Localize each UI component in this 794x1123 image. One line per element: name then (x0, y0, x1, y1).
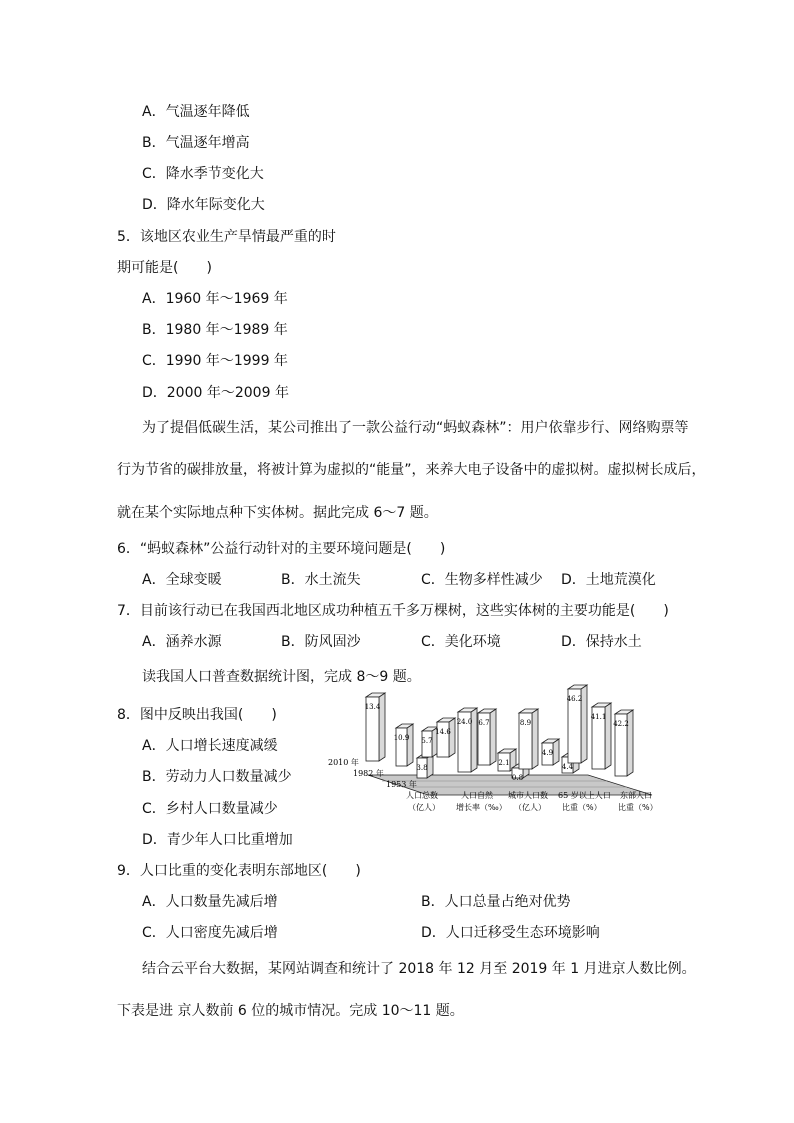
q7-option-d[interactable]: D．保持水土 (561, 634, 642, 650)
bar-value-label: 2.1 (498, 759, 510, 767)
bar-value-label: 4.4 (561, 763, 574, 771)
passage3-line2: 下表是进 京人数前 6 位的城市情况。完成 10～11 题。 (117, 1003, 464, 1019)
chart-bar (567, 685, 587, 763)
census-chart (322, 677, 672, 822)
year-label-1982: 1982 年 (353, 769, 384, 778)
category-label-east-1: 东部人口 (620, 791, 652, 800)
passage2: 读我国人口普查数据统计图，完成 8～9 题。 (142, 669, 421, 685)
category-label-growth-2: 增长率（‰） (456, 803, 507, 812)
passage1-line1: 为了提倡低碳生活，某公司推出了一款公益行动“蚂蚁森林”：用户依靠步行、网络购票等 (142, 420, 689, 436)
category-label-urban-2: （亿人） (514, 803, 546, 812)
bar-value-label: 41.1 (590, 713, 607, 721)
q4-option-b[interactable]: B．气温逐年增高 (142, 135, 250, 151)
chart-bar (613, 710, 633, 776)
q7-option-b[interactable]: B．防风固沙 (281, 634, 361, 650)
passage1-line3: 就在某个实际地点种下实体树。据此完成 6～7 题。 (117, 505, 438, 521)
chart-bar (478, 709, 496, 765)
q8-stem: 8．图中反映出我国( ) (117, 707, 277, 723)
bar-value-label: 0.8 (511, 774, 524, 782)
chart-bar (591, 703, 611, 769)
bar-side (407, 724, 413, 766)
bar-value-label: 46.2 (566, 695, 583, 703)
year-label-2010: 2010 年 (328, 758, 359, 767)
category-label-old-2: 比重（%） (562, 803, 602, 812)
bar-side (449, 718, 455, 757)
bar-value-label: 24.0 (456, 718, 473, 726)
chart-bar (435, 718, 455, 757)
bar-value-label: 10.9 (393, 734, 410, 742)
q7-option-c[interactable]: C．美化环境 (421, 634, 501, 650)
q6-option-c[interactable]: C．生物多样性减少 (421, 572, 543, 588)
bar-side (553, 739, 559, 765)
bar-side (532, 709, 538, 769)
bar-value-label: 4.9 (541, 749, 554, 757)
q7-option-a[interactable]: A．涵养水源 (142, 634, 222, 650)
q5-option-d[interactable]: D．2000 年～2009 年 (142, 385, 289, 401)
q5-option-c[interactable]: C．1990 年～1999 年 (142, 353, 288, 369)
q8-option-a[interactable]: A．人口增长速度减缓 (142, 738, 278, 754)
q9-option-b[interactable]: B．人口总量占绝对优势 (421, 894, 571, 910)
passage1-line2: 行为节省的碳排放量，将被计算为虚拟的“能量”，来养大电子设备中的虚拟树。虚拟树长成后， (117, 462, 706, 478)
q6-option-d[interactable]: D．土地荒漠化 (561, 572, 656, 588)
category-label-pop-1: 人口总数 (406, 791, 438, 800)
chart-bar (416, 754, 433, 778)
q9-option-c[interactable]: C．人口密度先减后增 (142, 925, 278, 941)
chart-bar (365, 693, 385, 761)
q9-option-a[interactable]: A．人口数量先减后增 (142, 894, 278, 910)
q4-option-a[interactable]: A．气温逐年降低 (142, 104, 250, 120)
chart-bar (542, 739, 559, 765)
category-label-pop-2: （亿人） (408, 803, 440, 812)
q4-option-d[interactable]: D．降水年际变化大 (142, 197, 265, 213)
q6-stem: 6．“蚂蚁森林”公益行动针对的主要环境问题是( ) (117, 541, 446, 557)
q5-stem-line2: 期可能是( ) (117, 260, 212, 276)
year-label-1953: 1953 年 (386, 780, 417, 789)
chart-bar (394, 724, 413, 766)
q8-option-d[interactable]: D．青少年人口比重增加 (142, 832, 293, 848)
q5-option-a[interactable]: A．1960 年～1969 年 (142, 291, 288, 307)
bar-value-label: 14.6 (435, 728, 451, 736)
q4-option-c[interactable]: C．降水季节变化大 (142, 166, 264, 182)
q8-option-b[interactable]: B．劳动力人口数量减少 (142, 769, 292, 785)
category-label-old-1: 65 岁以上人口 (558, 791, 611, 800)
category-label-east-2: 比重（%） (618, 803, 658, 812)
bar-value-label: 13.4 (364, 703, 381, 711)
q7-stem: 7．目前该行动已在我国西北地区成功种植五千多万棵树，这些实体树的主要功能是( ) (117, 603, 669, 619)
q8-option-c[interactable]: C．乡村人口数量减少 (142, 801, 278, 817)
bar-value-label: 6.7 (478, 719, 490, 727)
passage3-line1: 结合云平台大数据，某网站调查和统计了 2018 年 12 月至 2019 年 1 月进京人数比例。 (142, 961, 696, 977)
q9-stem: 9．人口比重的变化表明东部地区( ) (117, 863, 361, 879)
q9-option-d[interactable]: D．人口迁移受生态环境影响 (421, 925, 600, 941)
q5-option-b[interactable]: B．1980 年～1989 年 (142, 322, 288, 338)
category-label-urban-1: 城市人口数 (508, 791, 548, 800)
chart-bar (457, 708, 477, 772)
q6-option-b[interactable]: B．水土流失 (281, 572, 361, 588)
bar-value-label: 5.7 (421, 737, 433, 745)
chart-bar (519, 709, 538, 769)
category-label-growth-1: 人口自然 (461, 791, 493, 800)
bar-value-label: 3.8 (416, 764, 428, 772)
q5-stem-line1: 5．该地区农业生产旱情最严重的时 (117, 229, 336, 245)
bar-value-label: 8.9 (519, 719, 532, 727)
q6-option-a[interactable]: A．全球变暖 (142, 572, 222, 588)
bar-value-label: 42.2 (613, 720, 629, 728)
bar-side (490, 709, 496, 765)
